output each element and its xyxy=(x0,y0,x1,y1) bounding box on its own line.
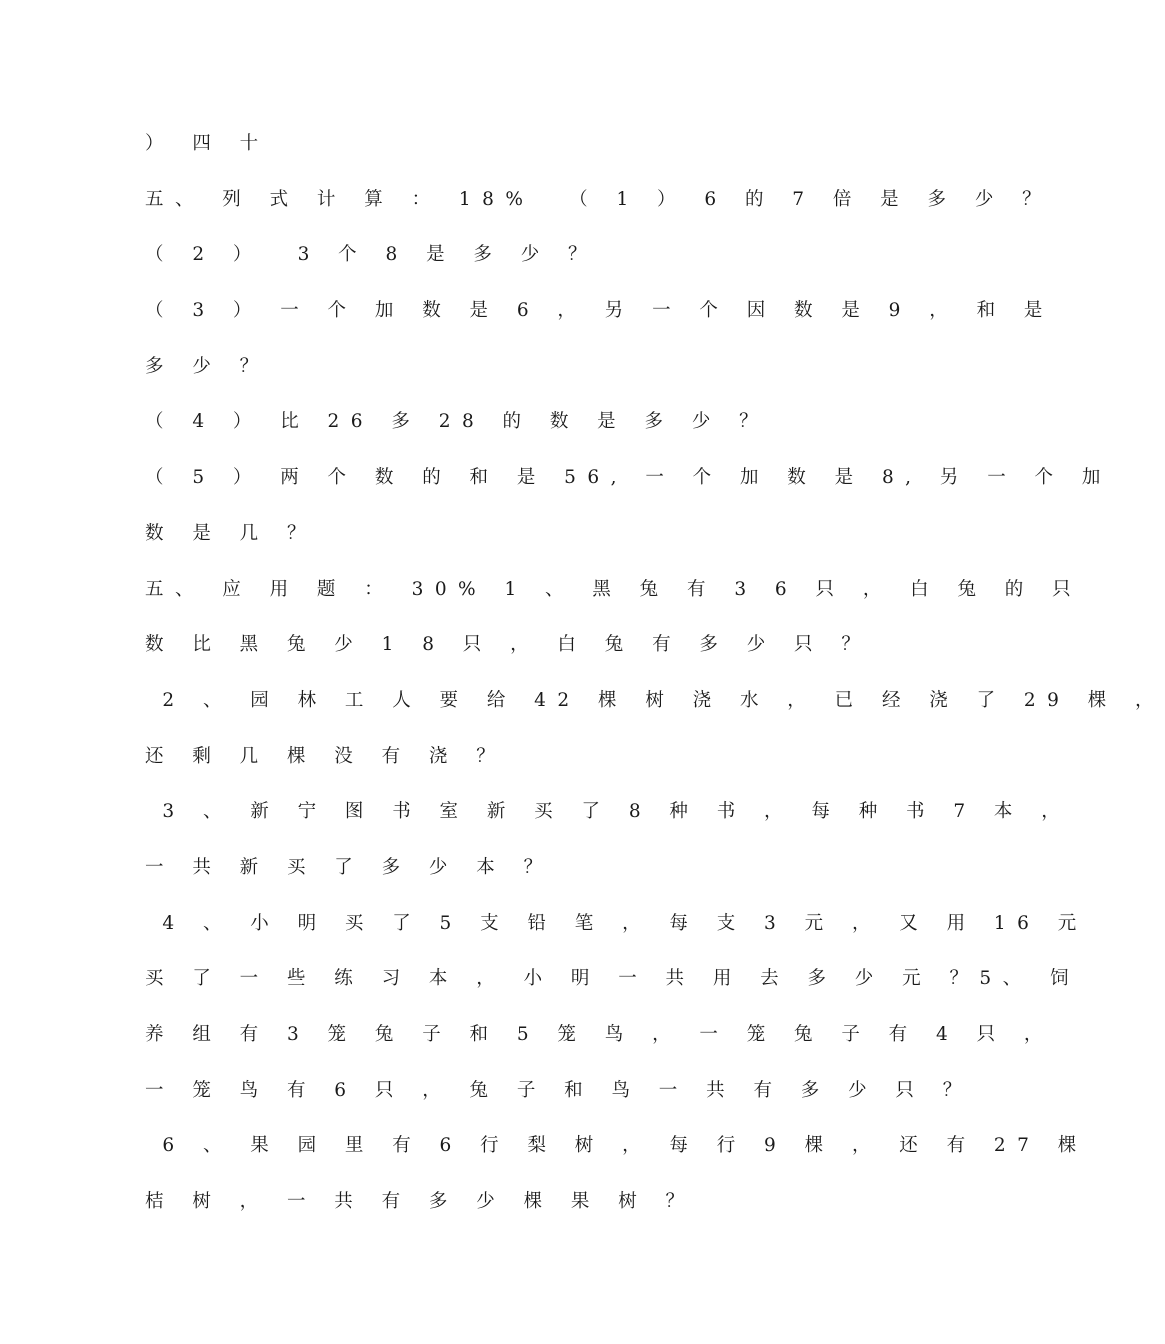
document-body xyxy=(145,126,1165,1240)
text-line: （ 5 ） 两 个 数 的 和 是 56, 一 个 加 数 是 8, 另 一 个 加 xyxy=(145,467,1112,489)
text-line: 买 了 一 些 练 习 本 ， 小 明 一 共 用 去 多 少 元 ？5、 饲 xyxy=(145,968,1080,990)
text-line: （ 3 ） 一 个 加 数 是 6 ， 另 一 个 因 数 是 9 ， 和 是 xyxy=(145,300,1054,322)
text-line: 一 共 新 买 了 多 少 本 ？ xyxy=(145,856,554,878)
text-line: ） 四 十 xyxy=(145,133,270,154)
text-line: 多 少 ？ xyxy=(145,355,270,377)
section-heading-calculation: 五、 列 式 计 算 ： 18% （ 1 ） 6 的 7 倍 是 多 少 ？ xyxy=(145,188,1053,210)
text-line: 数 是 几 ？ xyxy=(145,522,317,544)
text-line: （ 4 ） 比 26 多 28 的 数 是 多 少 ？ xyxy=(145,411,770,433)
text-line: 还 剩 几 棵 没 有 浇 ？ xyxy=(145,745,507,767)
section-heading-word-problems: 五、 应 用 题 ： 30% 1 、 黑 兔 有 3 6 只 ， 白 兔 的 只 xyxy=(145,578,1083,600)
text-line: 4 、 小 明 买 了 5 支 铅 笔 ， 每 支 3 元 ， 又 用 16 元 xyxy=(145,912,1088,934)
text-line: 一 笼 鸟 有 6 只 ， 兔 子 和 鸟 一 共 有 多 少 只 ？ xyxy=(145,1079,973,1101)
text-line: 养 组 有 3 笼 兔 子 和 5 笼 鸟 ， 一 笼 兔 子 有 4 只 ， xyxy=(145,1024,1054,1045)
text-line: （ 2 ） 3 个 8 是 多 少 ？ xyxy=(145,244,599,266)
text-line: 数 比 黑 兔 少 1 8 只 ， 白 兔 有 多 少 只 ？ xyxy=(145,634,872,656)
text-line: 2 、 园 林 工 人 要 给 42 棵 树 浇 水 ， 已 经 浇 了 29 棵 ， xyxy=(145,689,1165,711)
text-line: 3 、 新 宁 图 书 室 新 买 了 8 种 书 ， 每 种 书 7 本 ， xyxy=(145,801,1072,823)
text-line: 桔 树 ， 一 共 有 多 少 棵 果 树 ？ xyxy=(145,1191,696,1213)
text-line: 6 、 果 园 里 有 6 行 梨 树 ， 每 行 9 棵 ， 还 有 27 棵 xyxy=(145,1135,1088,1157)
